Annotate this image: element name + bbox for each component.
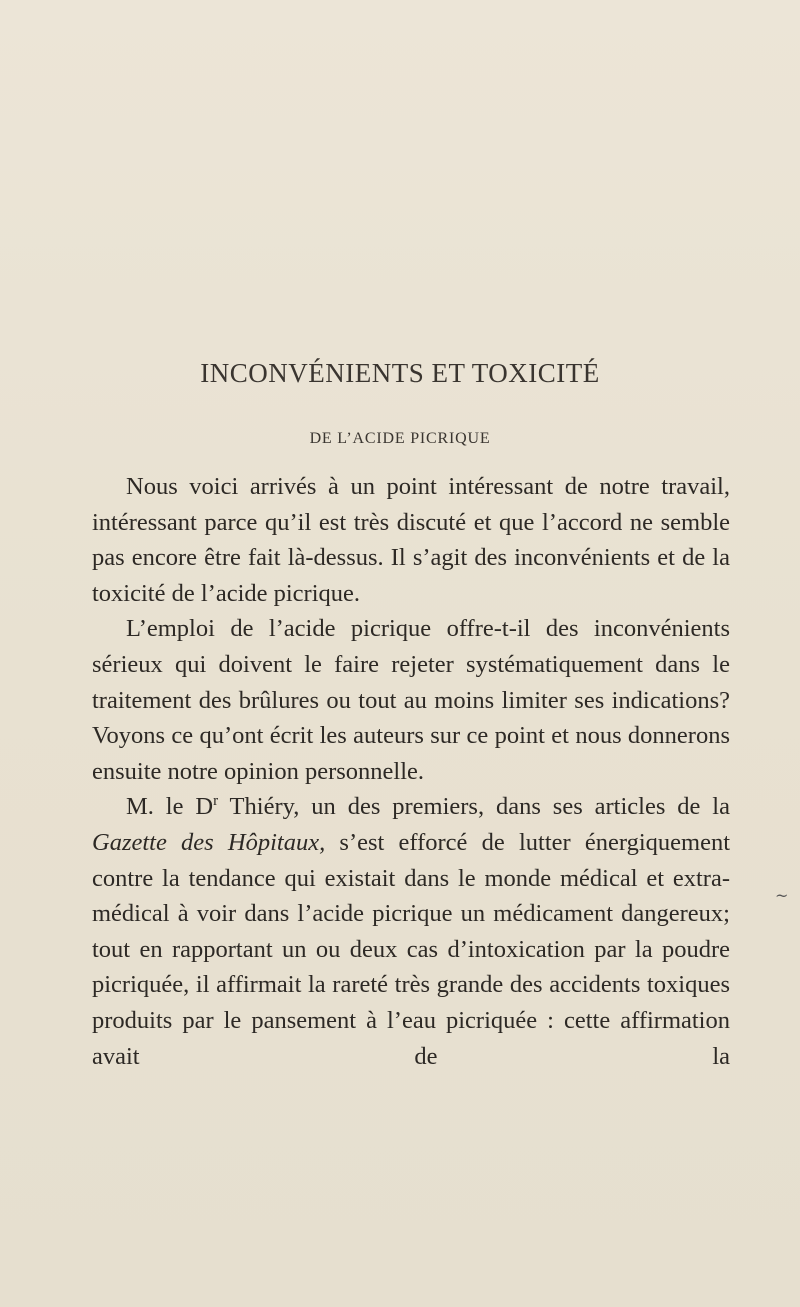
paragraph-3 <box>92 789 730 1074</box>
doctor-abbrev-sup: r <box>213 793 219 810</box>
margin-mark: ~ <box>775 886 789 905</box>
body-text <box>92 469 730 1074</box>
paragraph-3-part-b: Thiéry, un des premiers, dans ses articles de la <box>218 793 730 821</box>
paragraph-1: Nous voici arrivés à un point intéressant de notre travail, intéressant parce qu’il est très discuté et que l’accord ne semble pas encore être fait là-dessus. Il s’agit des inconvénients et de la toxicité de l’acide picrique. <box>92 473 730 607</box>
chapter-subtitle: DE L’ACIDE PICRIQUE <box>309 430 491 447</box>
paragraph-3-part-a: M. le D <box>126 793 214 821</box>
paragraph-3-part-c: s’est efforcé de lutter énergiquement contre la tendance qui existait dans le monde médical et extra-médical à voir dans l’acide picrique un médicament dangereux; tout en rapportant un ou deux cas d’intoxication par la poudre picriquée, il affirmait la rareté très grande des accidents toxiques produits par le pansement à l’eau picriquée : cette affirmation avait de la <box>92 828 730 1070</box>
journal-title: Gazette des Hôpitaux, <box>92 828 326 856</box>
chapter-title: INCONVÉNIENTS ET TOXICITÉ <box>200 358 600 388</box>
paragraph-2: L’emploi de l’acide picrique offre-t-il des inconvénients sérieux qui doivent le faire rejeter systématiquement dans le traitement des brûlures ou tout au moins limiter ses indications? Voyons ce qu’ont écrit les auteurs sur ce point et nous donnerons ensuite notre opinion personnelle. <box>92 615 730 785</box>
